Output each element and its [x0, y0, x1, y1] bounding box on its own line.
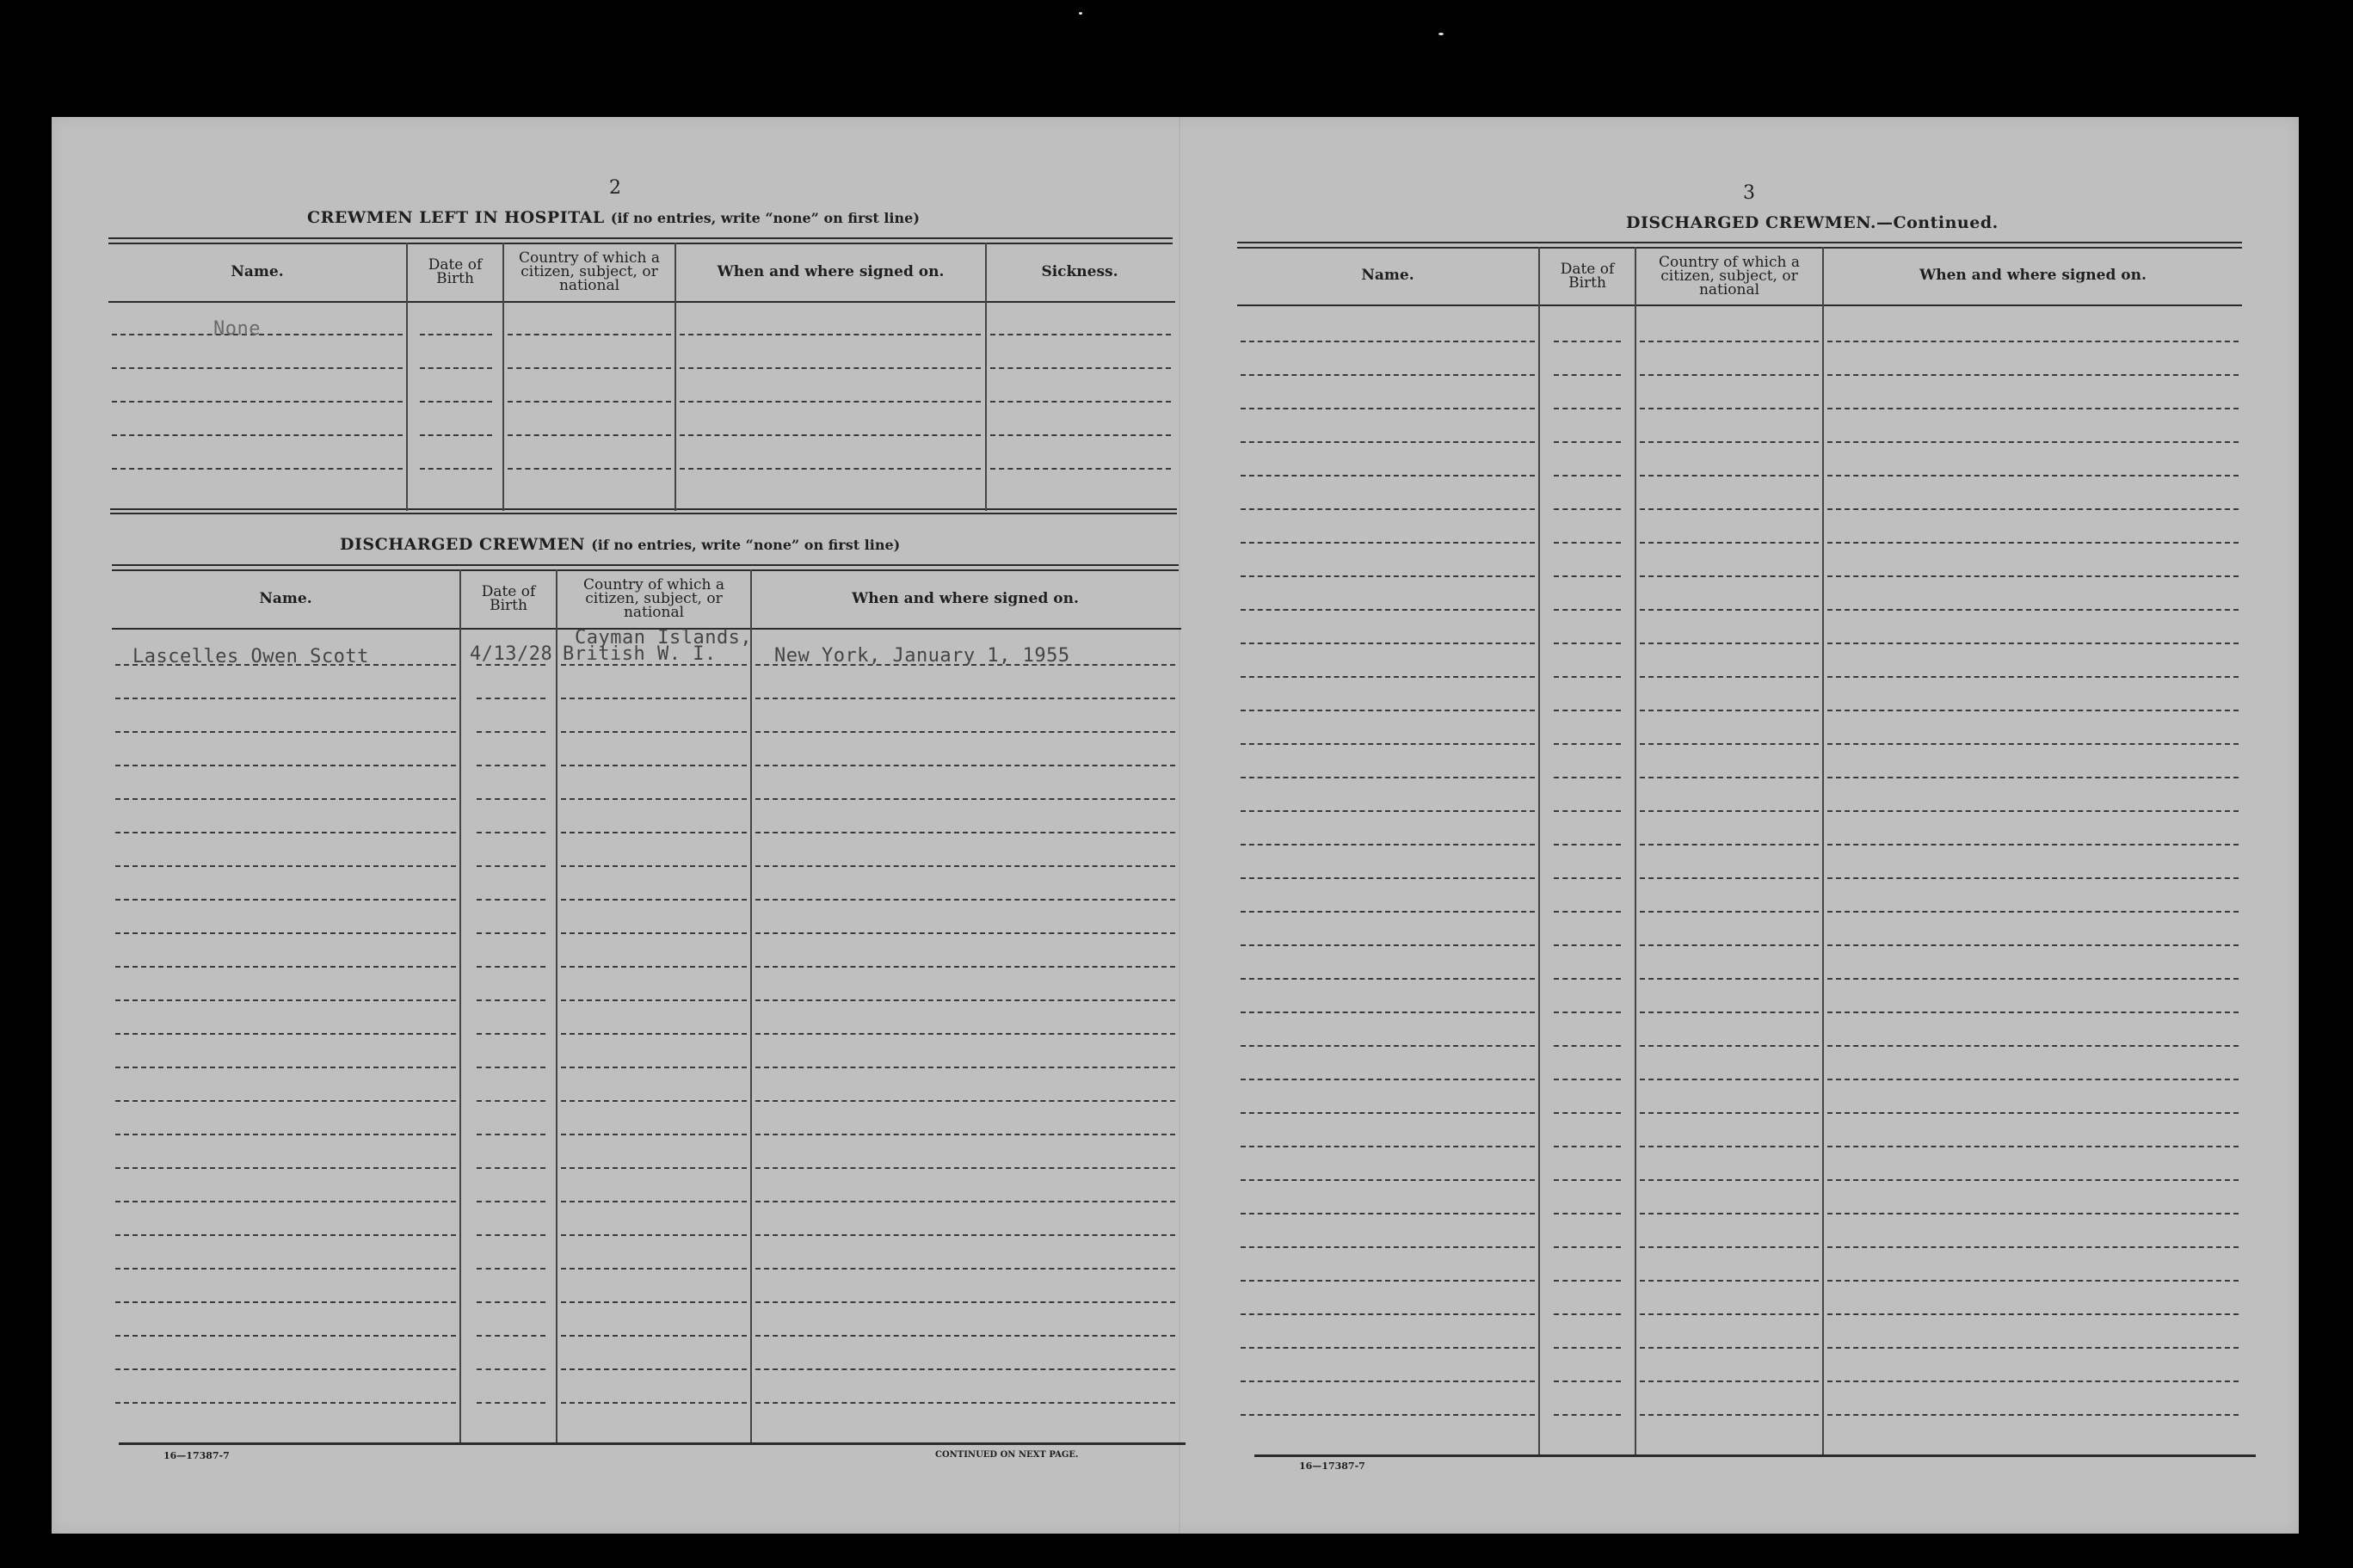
dotted-entry-line: [1827, 441, 2239, 443]
dotted-entry-line: [1827, 978, 2239, 980]
dotted-entry-line: [680, 334, 981, 335]
rule: [1254, 1454, 2256, 1457]
dotted-entry-line: [477, 1201, 545, 1202]
dotted-entry-line: [1554, 777, 1621, 778]
dotted-entry-line: [1640, 810, 1819, 812]
dotted-entry-line: [477, 1134, 545, 1135]
dotted-entry-line: [755, 1201, 1175, 1202]
dotted-entry-line: [1241, 1012, 1535, 1013]
dotted-entry-line: [477, 1301, 545, 1303]
form-number: 16—17387-7: [163, 1450, 230, 1461]
dotted-entry-line: [1554, 643, 1621, 644]
column-header-date-of-birth: Date of Birth: [481, 583, 536, 614]
dotted-entry-line: [1640, 1313, 1819, 1315]
dotted-entry-line: [561, 1268, 747, 1270]
dotted-entry-line: [1640, 710, 1819, 711]
dotted-entry-line: [115, 698, 456, 699]
dotted-entry-line: [1554, 1179, 1621, 1181]
dotted-entry-line: [1640, 1414, 1819, 1416]
dotted-entry-line: [1827, 542, 2239, 544]
dotted-entry-line: [115, 1033, 456, 1035]
dotted-entry-line: [1827, 743, 2239, 745]
dotted-entry-line: [1554, 911, 1621, 913]
dotted-entry-line: [755, 1234, 1175, 1236]
dotted-entry-line: [477, 1402, 545, 1404]
dotted-entry-line: [755, 1301, 1175, 1303]
dotted-entry-line: [1827, 710, 2239, 711]
dotted-entry-line: [115, 1234, 456, 1236]
dotted-entry-line: [1554, 978, 1621, 980]
dotted-entry-line: [115, 1100, 456, 1102]
dotted-entry-line: [1827, 1079, 2239, 1080]
dotted-entry-line: [1640, 1112, 1819, 1114]
dotted-entry-line: [1241, 575, 1535, 577]
dotted-entry-line: [1554, 1146, 1621, 1147]
dotted-entry-line: [1554, 844, 1621, 845]
dotted-entry-line: [561, 865, 747, 867]
column-header-date-of-birth: Date of Birth: [1560, 260, 1615, 292]
dotted-entry-line: [115, 899, 456, 901]
discharged-entry-country-line-1: Cayman Islands,: [575, 627, 753, 649]
scan-speck: [1079, 12, 1082, 15]
dotted-entry-line: [1640, 877, 1819, 879]
dotted-entry-line: [1827, 1213, 2239, 1214]
dotted-entry-line: [1241, 475, 1535, 477]
dotted-entry-line: [477, 899, 545, 901]
rule: [112, 564, 1179, 566]
dotted-entry-line: [561, 1134, 747, 1135]
rule: [110, 508, 1177, 510]
dotted-entry-line: [115, 1201, 456, 1202]
dotted-entry-line: [755, 999, 1175, 1001]
dotted-entry-line: [561, 1335, 747, 1337]
column-header-country: Country of which a citizen, subject, or national: [1659, 253, 1800, 298]
discharged-title-text: DISCHARGED CREWMEN: [340, 535, 586, 554]
dotted-entry-line: [1640, 1213, 1819, 1214]
dotted-entry-line: [1640, 911, 1819, 913]
dotted-entry-line: [477, 1335, 545, 1337]
dotted-entry-line: [1554, 710, 1621, 711]
dotted-entry-line: [1241, 710, 1535, 711]
dotted-entry-line: [1640, 408, 1819, 409]
dotted-entry-line: [561, 731, 747, 733]
dotted-entry-line: [1554, 508, 1621, 510]
dotted-entry-line: [755, 1134, 1175, 1135]
discharged-entry-date-of-birth: 4/13/28: [470, 643, 553, 665]
column-divider: [1635, 247, 1636, 1454]
dotted-entry-line: [1241, 609, 1535, 611]
dotted-entry-line: [1640, 844, 1819, 845]
dotted-entry-line: [1554, 575, 1621, 577]
dotted-entry-line: [1827, 1414, 2239, 1416]
dotted-entry-line: [112, 367, 403, 369]
dotted-entry-line: [755, 966, 1175, 968]
dotted-entry-line: [1640, 575, 1819, 577]
dotted-entry-line: [561, 1368, 747, 1370]
dotted-entry-line: [1827, 944, 2239, 946]
dotted-entry-line: [477, 698, 545, 699]
dotted-entry-line: [990, 334, 1171, 335]
dotted-entry-line: [561, 1402, 747, 1404]
dotted-entry-line: [1640, 1380, 1819, 1382]
dotted-entry-line: [115, 1368, 456, 1370]
dotted-entry-line: [1241, 777, 1535, 778]
column-header-country: Country of which a citizen, subject, or national: [519, 249, 660, 294]
dotted-entry-line: [115, 731, 456, 733]
dotted-entry-line: [420, 401, 492, 403]
column-header-signed-on: When and where signed on.: [717, 262, 945, 280]
column-divider: [1538, 247, 1540, 1454]
dotted-entry-line: [1241, 944, 1535, 946]
dotted-entry-line: [1640, 1246, 1819, 1248]
hospital-title-text: CREWMEN LEFT IN HOSPITAL: [307, 208, 605, 227]
dotted-entry-line: [1640, 944, 1819, 946]
right-page: [1179, 117, 2299, 1534]
column-divider: [459, 569, 461, 1442]
dotted-entry-line: [1241, 1179, 1535, 1181]
dotted-entry-line: [1827, 1280, 2239, 1282]
page-number: 2: [609, 177, 621, 199]
dotted-entry-line: [1827, 475, 2239, 477]
dotted-entry-line: [755, 798, 1175, 800]
dotted-entry-line: [115, 1335, 456, 1337]
dotted-entry-line: [561, 1201, 747, 1202]
dotted-entry-line: [1241, 1313, 1535, 1315]
column-header-country: Country of which a citizen, subject, or national: [583, 576, 724, 621]
dotted-entry-line: [755, 765, 1175, 766]
dotted-entry-line: [1554, 1414, 1621, 1416]
dotted-entry-line: [115, 966, 456, 968]
dotted-entry-line: [477, 999, 545, 1001]
dotted-entry-line: [112, 468, 403, 470]
document-sheet: [52, 117, 2299, 1534]
discharged-entry-country-line-2: British W. I.: [563, 643, 717, 665]
dotted-entry-line: [1241, 441, 1535, 443]
dotted-entry-line: [1241, 542, 1535, 544]
dotted-entry-line: [680, 468, 981, 470]
dotted-entry-line: [477, 1268, 545, 1270]
discharged-section-title: [340, 535, 900, 554]
discharged-continued-title: DISCHARGED CREWMEN.—Continued.: [1626, 213, 1999, 232]
dotted-entry-line: [755, 1402, 1175, 1404]
dotted-entry-line: [1827, 609, 2239, 611]
dotted-entry-line: [1640, 1079, 1819, 1080]
dotted-entry-line: [1554, 1213, 1621, 1214]
dotted-entry-line: [1241, 877, 1535, 879]
dotted-entry-line: [1554, 475, 1621, 477]
dotted-entry-line: [1554, 1280, 1621, 1282]
dotted-entry-line: [1640, 978, 1819, 980]
dotted-entry-line: [561, 1167, 747, 1169]
dotted-entry-line: [755, 1268, 1175, 1270]
dotted-entry-line: [115, 999, 456, 1001]
dotted-entry-line: [1241, 1280, 1535, 1282]
dotted-entry-line: [1827, 575, 2239, 577]
dotted-entry-line: [755, 1067, 1175, 1068]
dotted-entry-line: [477, 731, 545, 733]
dotted-entry-line: [561, 1301, 747, 1303]
dotted-entry-line: [1827, 1380, 2239, 1382]
dotted-entry-line: [1827, 1112, 2239, 1114]
dotted-entry-line: [680, 401, 981, 403]
dotted-entry-line: [561, 832, 747, 833]
dotted-entry-line: [1640, 441, 1819, 443]
dotted-entry-line: [1640, 1179, 1819, 1181]
column-divider: [1822, 247, 1824, 1454]
dotted-entry-line: [755, 731, 1175, 733]
dotted-entry-line: [1640, 743, 1819, 745]
dotted-entry-line: [115, 1268, 456, 1270]
dotted-entry-line: [561, 932, 747, 934]
dotted-entry-line: [755, 1335, 1175, 1337]
hospital-title-note: (if no entries, write “none” on first line): [610, 210, 920, 226]
dotted-entry-line: [508, 367, 671, 369]
dotted-entry-line: [1640, 643, 1819, 644]
page-number: 3: [1743, 182, 1755, 204]
rule: [119, 1442, 1186, 1445]
dotted-entry-line: [1241, 810, 1535, 812]
dotted-entry-line: [115, 1402, 456, 1404]
dotted-entry-line: [1827, 777, 2239, 778]
dotted-entry-line: [1554, 1380, 1621, 1382]
dotted-entry-line: [1640, 374, 1819, 376]
dotted-entry-line: [1554, 1313, 1621, 1315]
dotted-entry-line: [1640, 542, 1819, 544]
dotted-entry-line: [561, 698, 747, 699]
dotted-entry-line: [1640, 1280, 1819, 1282]
dotted-entry-line: [115, 1301, 456, 1303]
column-header-signed-on: When and where signed on.: [852, 589, 1079, 607]
dotted-entry-line: [1554, 1347, 1621, 1349]
header-rule: [108, 301, 1175, 303]
left-page: [52, 117, 1179, 1534]
dotted-entry-line: [1241, 1213, 1535, 1214]
dotted-entry-line: [1554, 341, 1621, 342]
dotted-entry-line: [508, 401, 671, 403]
dotted-entry-line: [561, 765, 747, 766]
dotted-entry-line: [990, 434, 1171, 436]
dotted-entry-line: [420, 367, 492, 369]
scan-speck: [1438, 33, 1444, 35]
dotted-entry-line: [477, 1167, 545, 1169]
dotted-entry-line: [1827, 341, 2239, 342]
dotted-entry-line: [561, 1067, 747, 1068]
dotted-entry-line: [561, 798, 747, 800]
dotted-entry-line: [990, 468, 1171, 470]
dotted-entry-line: [1827, 1012, 2239, 1013]
dotted-entry-line: [561, 899, 747, 901]
dotted-entry-line: [1241, 643, 1535, 644]
dotted-entry-line: [1241, 374, 1535, 376]
dotted-entry-line: [561, 966, 747, 968]
dotted-entry-line: [1241, 1246, 1535, 1248]
dotted-entry-line: [1640, 1012, 1819, 1013]
dotted-entry-line: [1640, 676, 1819, 678]
dotted-entry-line: [1827, 1313, 2239, 1315]
dotted-entry-line: [115, 1067, 456, 1068]
dotted-entry-line: [680, 434, 981, 436]
dotted-entry-line: [1640, 1146, 1819, 1147]
dotted-entry-line: [1827, 877, 2239, 879]
dotted-entry-line: [420, 468, 492, 470]
dotted-entry-line: [1640, 1347, 1819, 1349]
dotted-entry-line: [1640, 777, 1819, 778]
column-header-name: Name.: [259, 589, 312, 607]
dotted-entry-line: [1241, 341, 1535, 342]
dotted-entry-line: [477, 1100, 545, 1102]
dotted-entry-line: [1554, 609, 1621, 611]
dotted-entry-line: [1241, 978, 1535, 980]
dotted-entry-line: [561, 1100, 747, 1102]
dotted-entry-line: [1827, 1146, 2239, 1147]
dotted-entry-line: [1827, 1347, 2239, 1349]
dotted-entry-line: [477, 865, 545, 867]
dotted-entry-line: [1241, 408, 1535, 409]
dotted-entry-line: [1827, 374, 2239, 376]
dotted-entry-line: [1241, 1146, 1535, 1147]
dotted-entry-line: [508, 334, 671, 335]
rule: [1237, 242, 2242, 243]
dotted-entry-line: [1827, 911, 2239, 913]
dotted-entry-line: [1241, 1045, 1535, 1047]
dotted-entry-line: [1241, 1079, 1535, 1080]
hospital-entry-name: None: [213, 318, 261, 340]
rule: [110, 513, 1177, 514]
continued-note: CONTINUED ON NEXT PAGE.: [935, 1450, 1079, 1460]
column-header-signed-on: When and where signed on.: [1919, 267, 2147, 284]
dotted-entry-line: [1241, 1347, 1535, 1349]
dotted-entry-line: [1827, 508, 2239, 510]
dotted-entry-line: [1640, 475, 1819, 477]
dotted-entry-line: [680, 367, 981, 369]
dotted-entry-line: [990, 401, 1171, 403]
dotted-entry-line: [755, 1167, 1175, 1169]
dotted-entry-line: [1554, 1079, 1621, 1080]
dotted-entry-line: [1241, 1112, 1535, 1114]
dotted-entry-line: [477, 1234, 545, 1236]
dotted-entry-line: [477, 798, 545, 800]
discharged-title-note: (if no entries, write “none” on first line): [591, 537, 901, 553]
dotted-entry-line: [1554, 1112, 1621, 1114]
dotted-entry-line: [755, 698, 1175, 699]
dotted-entry-line: [1640, 1045, 1819, 1047]
dotted-entry-line: [1554, 743, 1621, 745]
dotted-entry-line: [1554, 441, 1621, 443]
dotted-entry-line: [420, 334, 492, 335]
dotted-entry-line: [112, 401, 403, 403]
dotted-entry-line: [755, 932, 1175, 934]
dotted-entry-line: [477, 832, 545, 833]
dotted-entry-line: [115, 765, 456, 766]
dotted-entry-line: [112, 434, 403, 436]
dotted-entry-line: [1554, 542, 1621, 544]
dotted-entry-line: [1554, 374, 1621, 376]
dotted-entry-line: [561, 1033, 747, 1035]
dotted-entry-line: [561, 1234, 747, 1236]
dotted-entry-line: [477, 966, 545, 968]
dotted-entry-line: [1827, 1246, 2239, 1248]
dotted-entry-line: [755, 1100, 1175, 1102]
dotted-entry-line: [1640, 341, 1819, 342]
rule: [108, 237, 1173, 239]
dotted-entry-line: [1827, 810, 2239, 812]
dotted-entry-line: [1827, 408, 2239, 409]
dotted-entry-line: [1241, 1414, 1535, 1416]
dotted-entry-line: [477, 1067, 545, 1068]
dotted-entry-line: [1554, 877, 1621, 879]
dotted-entry-line: [1827, 844, 2239, 845]
dotted-entry-line: [1827, 1179, 2239, 1181]
dotted-entry-line: [1241, 844, 1535, 845]
dotted-entry-line: [755, 899, 1175, 901]
dotted-entry-line: [477, 1368, 545, 1370]
column-divider: [750, 569, 752, 1442]
dotted-entry-line: [1827, 676, 2239, 678]
dotted-entry-line: [1827, 1045, 2239, 1047]
dotted-entry-line: [1554, 810, 1621, 812]
dotted-entry-line: [115, 832, 456, 833]
dotted-entry-line: [561, 999, 747, 1001]
dotted-entry-line: [115, 798, 456, 800]
dotted-entry-line: [1241, 743, 1535, 745]
column-header-name: Name.: [231, 262, 284, 280]
dotted-entry-line: [115, 865, 456, 867]
dotted-entry-line: [115, 932, 456, 934]
column-divider: [556, 569, 557, 1442]
dotted-entry-line: [115, 1167, 456, 1169]
dotted-entry-line: [477, 1033, 545, 1035]
dotted-entry-line: [990, 367, 1171, 369]
dotted-entry-line: [477, 765, 545, 766]
dotted-entry-line: [1241, 508, 1535, 510]
dotted-entry-line: [1640, 508, 1819, 510]
dotted-entry-line: [755, 865, 1175, 867]
dotted-entry-line: [508, 434, 671, 436]
form-number: 16—17387-7: [1299, 1460, 1365, 1472]
dotted-entry-line: [1241, 911, 1535, 913]
dotted-entry-line: [115, 1134, 456, 1135]
dotted-entry-line: [755, 832, 1175, 833]
dotted-entry-line: [1554, 1045, 1621, 1047]
dotted-entry-line: [477, 932, 545, 934]
hospital-section-title: [307, 208, 920, 227]
dotted-entry-line: [1554, 944, 1621, 946]
dotted-entry-line: [1827, 643, 2239, 644]
dotted-entry-line: [1554, 676, 1621, 678]
dotted-entry-line: [1554, 408, 1621, 409]
dotted-entry-line: [1554, 1246, 1621, 1248]
dotted-entry-line: [1241, 676, 1535, 678]
dotted-entry-line: [755, 1033, 1175, 1035]
column-header-sickness: Sickness.: [1041, 262, 1118, 280]
header-rule: [1237, 304, 2242, 306]
dotted-entry-line: [420, 434, 492, 436]
dotted-entry-line: [1241, 1380, 1535, 1382]
column-header-date-of-birth: Date of Birth: [428, 256, 483, 287]
dotted-entry-line: [508, 468, 671, 470]
column-header-name: Name.: [1361, 267, 1414, 284]
dotted-entry-line: [755, 1368, 1175, 1370]
dotted-entry-line: [1640, 609, 1819, 611]
discharged-entry-signed-on: New York, January 1, 1955: [774, 645, 1070, 667]
dotted-entry-line: [1554, 1012, 1621, 1013]
discharged-entry-name: Lascelles Owen Scott: [132, 646, 369, 667]
